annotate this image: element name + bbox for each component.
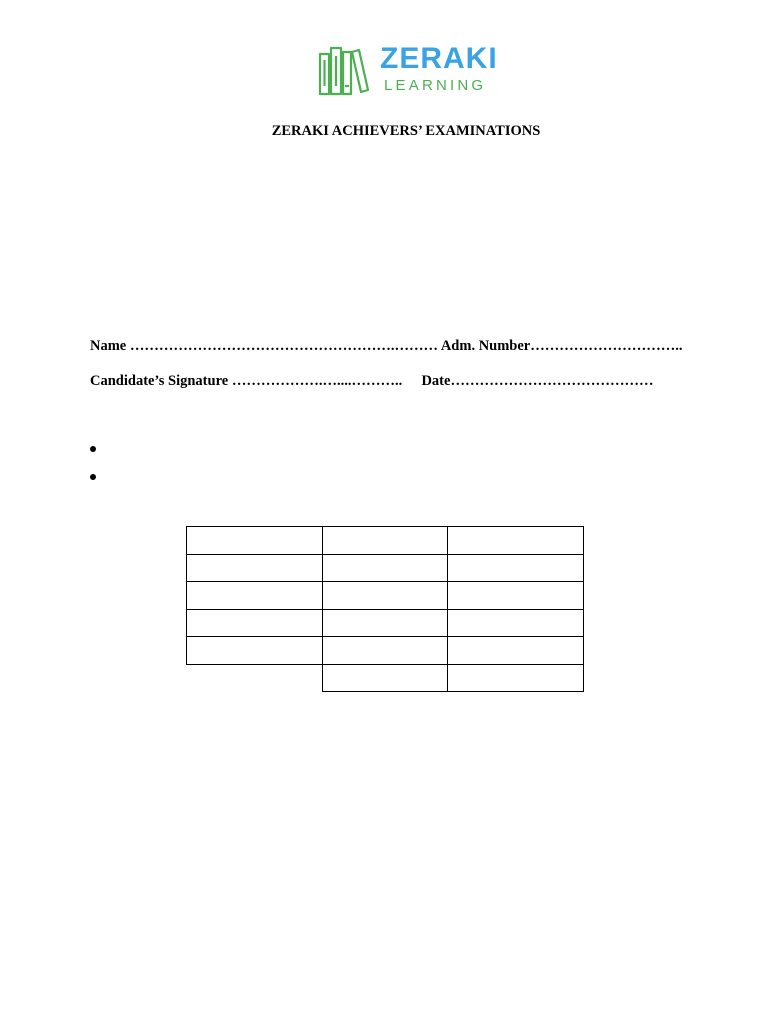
table-row [187,582,584,610]
table-cell[interactable] [448,527,584,555]
name-field[interactable]: ……………………………………………….……… [129,338,438,354]
table-cell[interactable] [448,554,584,582]
name-label: Name [90,338,127,354]
zeraki-logo [318,44,508,100]
signature-label: Candidate’s Signature [90,373,229,389]
marks-table [186,526,584,692]
table-cell[interactable] [448,637,584,665]
table-row [187,609,584,637]
table-cell[interactable] [323,637,448,665]
table-row [187,554,584,582]
table-cell[interactable] [187,637,323,665]
signature-date-line [90,373,653,390]
table-cell[interactable] [448,582,584,610]
table-cell-empty [187,664,323,692]
books-icon [318,46,372,98]
table-cell[interactable] [187,554,323,582]
table-row [187,527,584,555]
table-cell[interactable] [323,664,448,692]
adm-number-field[interactable]: ………………………….. [530,338,683,354]
table-cell[interactable] [323,582,448,610]
brand-tagline: LEARNING [384,77,487,94]
adm-number-label: Adm. Number [440,338,531,354]
bullet-icon [90,446,96,452]
table-cell[interactable] [448,664,584,692]
table-row [187,637,584,665]
name-adm-line [90,338,683,355]
table-cell[interactable] [448,609,584,637]
bullet-icon [90,474,96,480]
signature-field[interactable]: ……………….…....……….. [231,373,403,389]
table-cell[interactable] [187,527,323,555]
table-cell[interactable] [323,609,448,637]
date-label: Date [421,373,451,389]
date-field[interactable]: …………………………………… [450,373,654,389]
table-cell[interactable] [323,527,448,555]
brand-name: ZERAKI [380,42,498,75]
exam-title: ZERAKI ACHIEVERS’ EXAMINATIONS [271,123,541,139]
table-cell[interactable] [187,582,323,610]
table-cell[interactable] [323,554,448,582]
table-cell[interactable] [187,609,323,637]
table-row [187,664,584,692]
